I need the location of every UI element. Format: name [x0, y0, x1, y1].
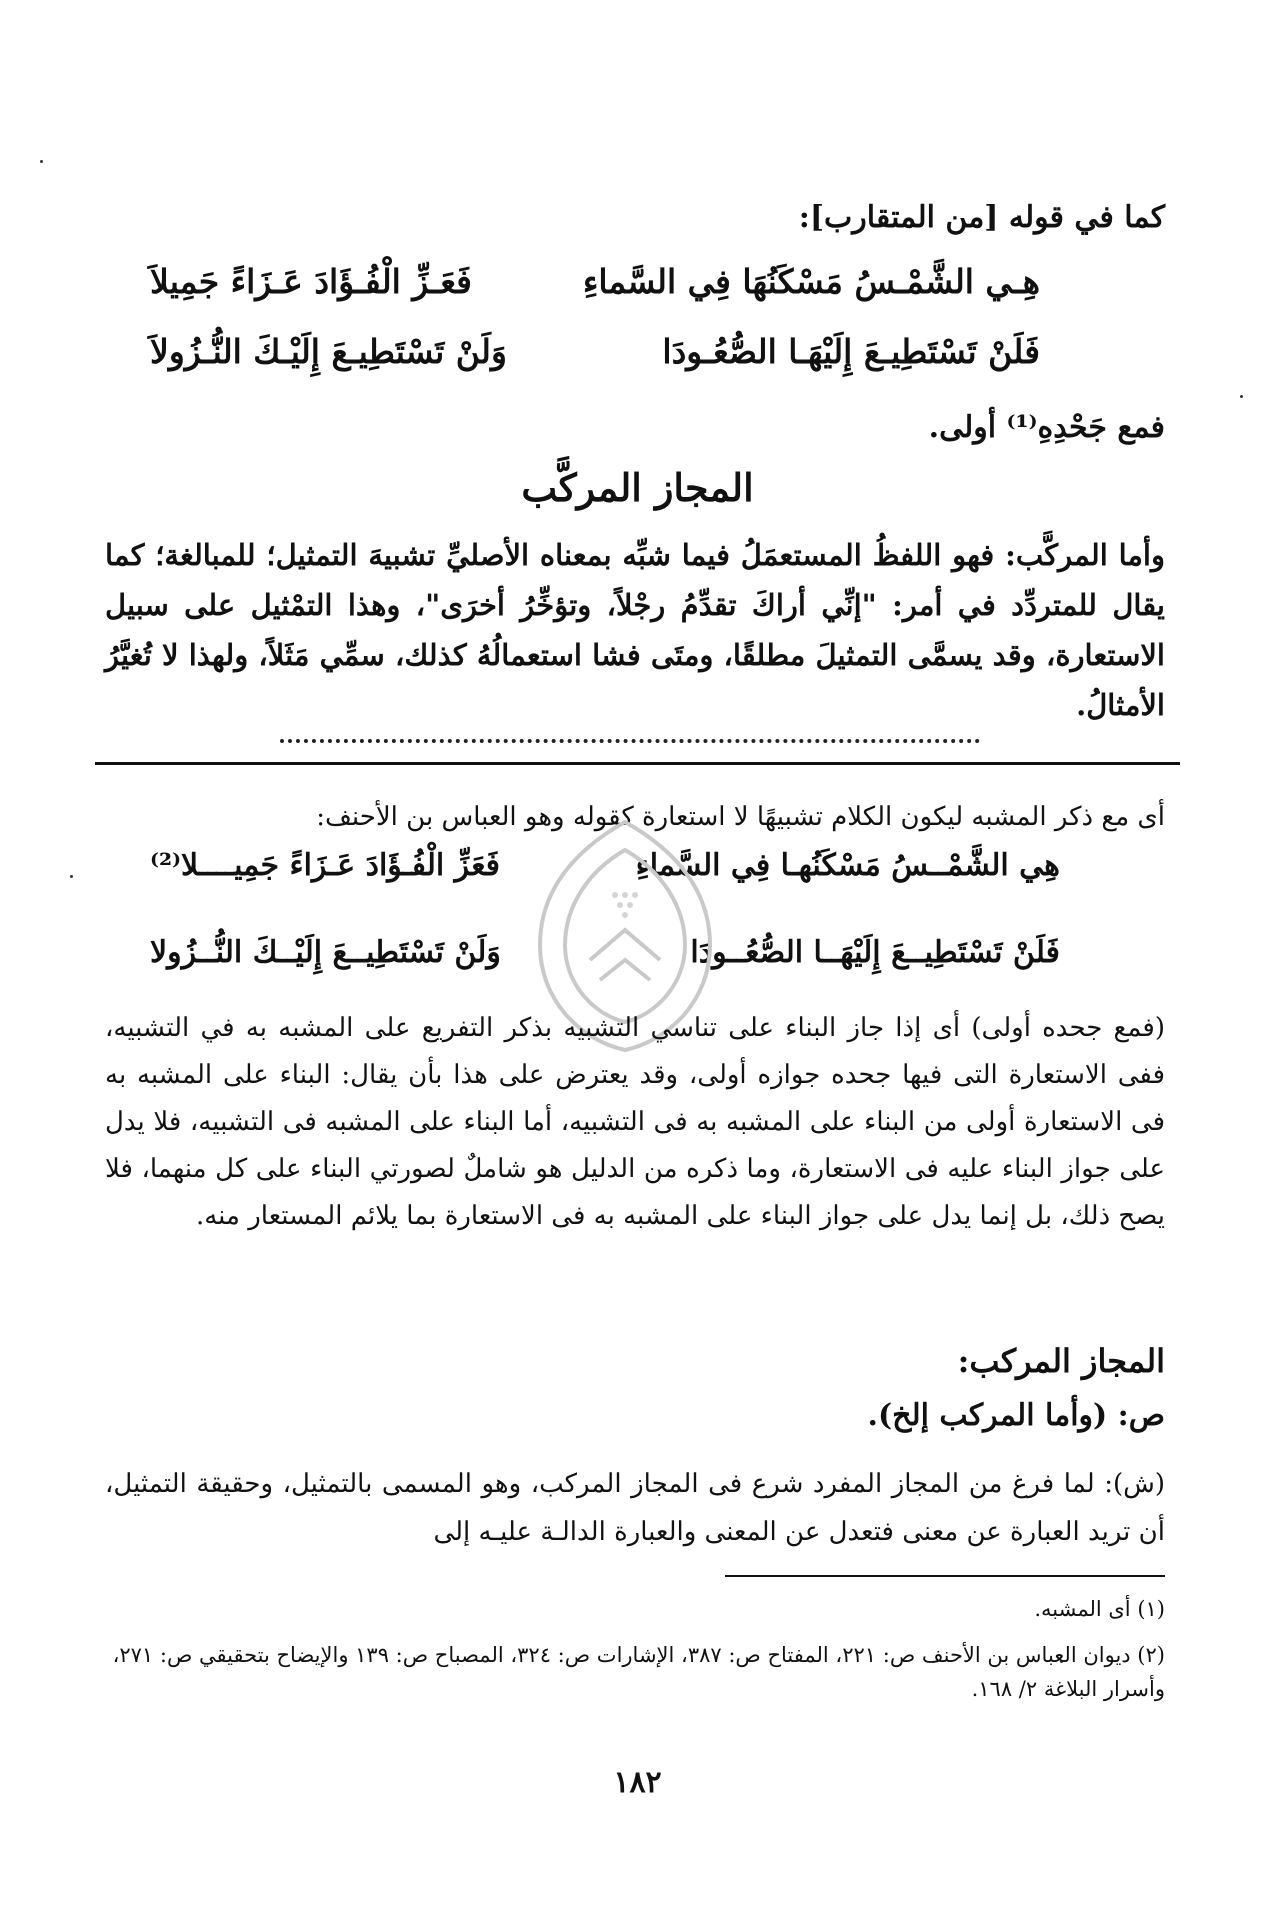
- verse-first-hemistich: فَلَنْ تَسْتَطِيــعَ إِلَيْهَــا الصُّعُــودَا: [690, 935, 1060, 970]
- verse-first-hemistich: هِي الشَّمْــسُ مَسْكَنُهـا فِي السَّماءِ: [635, 848, 1060, 883]
- dotted-separator: [280, 733, 980, 743]
- sad-line: ص: (وأما المركب إلخ).: [867, 1398, 1165, 1433]
- verse-second-hemistich: فَعَـزِّ الْفُـؤَادَ عَـزَاءً جَمِيلاَ: [150, 262, 472, 301]
- after-verse-line: فمع جَحْدِهِ⁽¹⁾ أولى.: [928, 410, 1165, 445]
- verse-first-hemistich: فَلَنْ تَسْتَطِيـعَ إِلَيْهَـا الصُّعُـودَا: [662, 332, 1040, 371]
- verse-second-hemistich: فَعَزِّ الْفُـؤَادَ عَـزَاءً جَمِيــــلا⁽²⁾: [150, 848, 501, 883]
- section-heading: المجاز المركَّب: [521, 465, 754, 510]
- section-divider: [95, 762, 1180, 765]
- commentary-heading: المجاز المركب:: [957, 1342, 1165, 1380]
- commentary-paragraph: (فمع جحده أولى) أى إذا جاز البناء على تناسي التشبيه بذكر التفريع على المشبه به في التشبيه، ففى الاستعارة التى فيها جحده جوازه أولى، وقد يعترض على هذا بأن يقال: البناء على المشبه به فى الاستعارة أولى من البناء على المشبه به فى التشبيه، أما البناء على المشبه فى التشبيه، فلا يدل على جواز البناء عليه فى الاستعارة، وما ذكره من الدليل هو شاملٌ لصورتي البناء على كل منهما، فلا يصح ذلك، بل إنما يدل على جواز البناء على المشبه به فى الاستعارة بما يلائم المستعار منه.: [105, 1013, 1165, 1231]
- verse-first-hemistich: هِـي الشَّمْـسُ مَسْكَنُهَا فِي السَّماءِ: [582, 262, 1040, 301]
- verse-second-hemistich: وَلَنْ تَسْتَطِيـعَ إِلَيْـكَ النُّـزُولاَ: [150, 332, 507, 371]
- scan-speck: [70, 875, 73, 878]
- footnote-rule: [725, 1575, 1165, 1577]
- verse-second-hemistich: وَلَنْ تَسْتَطِيــعَ إِلَيْــكَ النُّــزُولا: [150, 935, 501, 970]
- scan-speck: [1240, 395, 1243, 398]
- page-number: ١٨٢: [613, 1765, 662, 1800]
- scan-speck: [40, 160, 43, 163]
- sharh-paragraph: (ش): لما فرغ من المجاز المفرد شرع فى المجاز المركب، وهو المسمى بالتمثيل، وحقيقة التمثيل، أن تريد العبارة عن معنى فتعدل عن المعنى والعبارة الدالـة عليـه إلى: [105, 1469, 1165, 1547]
- intro-line: كما في قوله [من المتقارب]:: [798, 200, 1165, 235]
- footnote: (١) أى المشبه.: [1034, 1597, 1165, 1621]
- verse-row: [150, 262, 1040, 314]
- main-paragraph: وأما المركَّب: فهو اللفظُ المستعمَلُ فيما شبِّه بمعناه الأصليِّ تشبيهَ التمثيل؛ للمبالغة؛ كما يقال للمتردِّد في أمر: "إنِّي أراكَ تقدِّمُ رجْلاً، وتؤخِّرُ أخرَى"، وهذا التمْثيل على سبيل الاستعارة، وقد يسمَّى التمثيلَ مطلقًا، ومتَى فشا استعمالُهُ كذلك، سمِّي مَثَلاً، ولهذا لا تُغيَّرُ الأمثالُ.: [105, 538, 1165, 722]
- footnote: (٢) ديوان العباس بن الأحنف ص: ٢٢١، المفتاح ص: ٣٨٧، الإشارات ص: ٣٢٤، المصباح ص: ١٣٩ والإيضاح بتحقيقي ص: ٢٧١، وأسرار البلاغة ٢/ ١٦٨.: [112, 1643, 1165, 1701]
- verse-row: [150, 332, 1040, 384]
- commentary-intro: أى مع ذكر المشبه ليكون الكلام تشبيهًا لا استعارة كقوله وهو العباس بن الأحنف:: [316, 802, 1165, 832]
